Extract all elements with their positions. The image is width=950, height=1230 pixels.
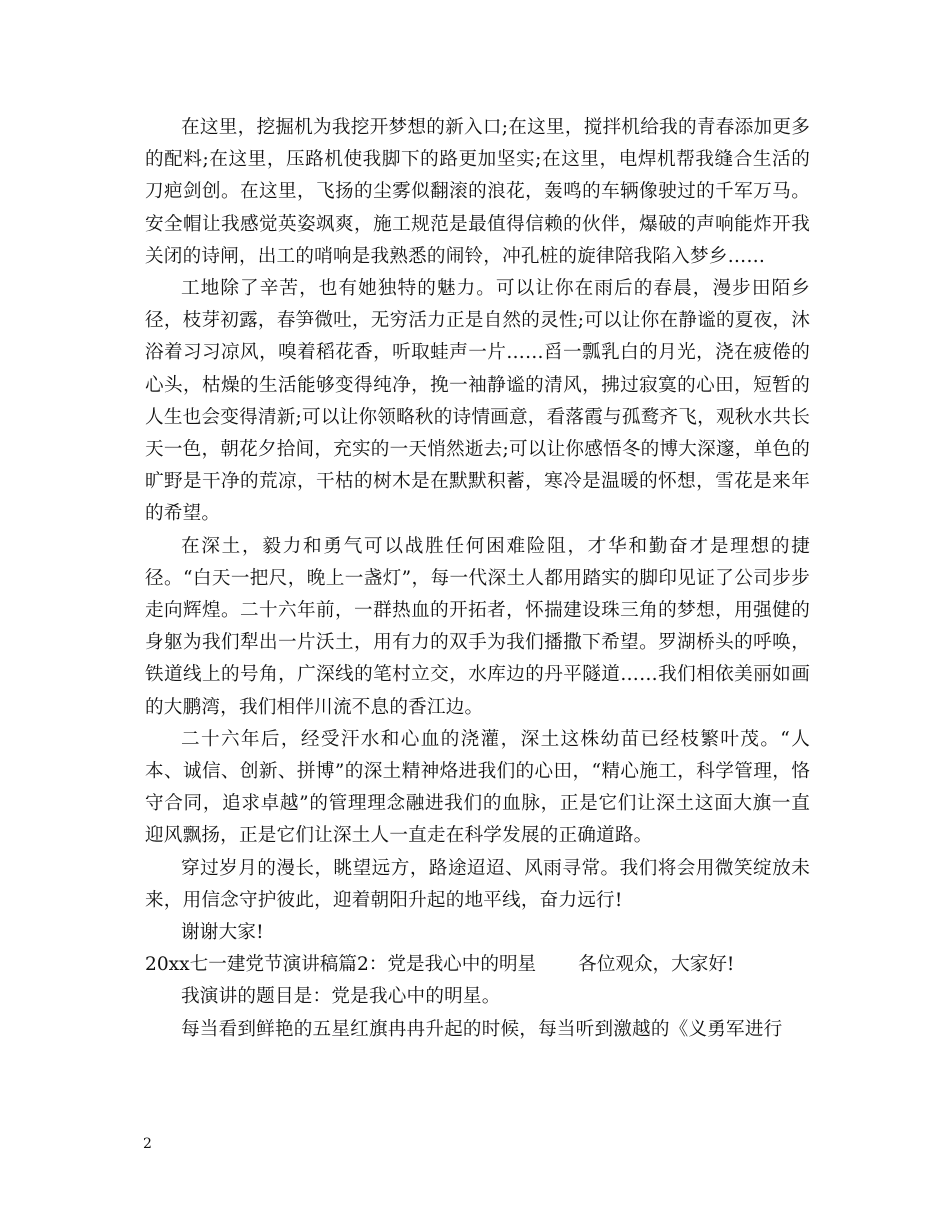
speech-title: 20xx七一建党节演讲稿篇2：党是我心中的明星 — [145, 954, 537, 976]
document-body — [145, 112, 810, 1046]
paragraph-company-spirit: 二十六年后，经受汗水和心血的浇灌，深土这株幼苗已经枝繁叶茂。“人本、诚信、创新、拼博”的深土精神烙进我们的心田，“精心施工，科学管理，恪守合同，追求卓越”的管理理念融进我们的血脉，正是它们让深土这面大旗一直迎风飘扬，正是它们让深土人一直走在科学发展的正确道路。 — [145, 728, 810, 847]
page-number: 2 — [143, 1136, 152, 1152]
paragraph-speech-topic: 我演讲的题目是：党是我心中的明星。 — [181, 986, 501, 1008]
speech-greeting: 各位观众，大家好! — [578, 954, 735, 976]
paragraph-future: 穿过岁月的漫长，眺望远方，路途迢迢、风雨寻常。我们将会用微笑绽放未来，用信念守护彼此，迎着朝阳升起的地平线，奋力远行! — [145, 857, 810, 911]
speech-heading — [145, 949, 810, 981]
paragraph-company-history: 在深土，毅力和勇气可以战胜任何困难险阻，才华和勤奋才是理想的捷径。“白天一把尺，晚上一盏灯”，每一代深土人都用踏实的脚印见证了公司步步走向辉煌。二十六年前，一群热血的开拓者，怀揣建设珠三角的梦想，用强健的身躯为我们犁出一片沃土，用有力的双手为我们播撒下希望。罗湖桥头的呼唤，铁道线上的号角，广深线的笔村立交，水库边的丹平隧道……我们相依美丽如画的大鹏湾，我们相伴川流不息的香江边。 — [145, 535, 810, 718]
paragraph-site-charm: 工地除了辛苦，也有她独特的魅力。可以让你在雨后的春晨，漫步田陌乡径，枝芽初露，春笋微吐，无穷活力正是自然的灵性;可以让你在静谧的夏夜，沐浴着习习凉风，嗅着稻花香，听取蛙声一片……舀一瓢乳白的月光，浇在疲倦的心头，枯燥的生活能够变得纯净，挽一袖静谧的清风，拂过寂寞的心田，短暂的人生也会变得清新;可以让你领略秋的诗情画意，看落霞与孤鹜齐飞，观秋水共长天一色，朝花夕拾间，充实的一天悄然逝去;可以让你感悟冬的博大深邃，单色的旷野是干净的荒凉，干枯的树木是在默默积蓄，寒冷是温暖的怀想，雪花是来年的希望。 — [145, 278, 810, 525]
paragraph-speech-opening: 每当看到鲜艳的五星红旗冉冉升起的时候，每当听到激越的《义勇军进行 — [181, 1018, 783, 1040]
paragraph-thanks: 谢谢大家! — [181, 922, 264, 944]
paragraph-construction-site: 在这里，挖掘机为我挖开梦想的新入口;在这里，搅拌机给我的青春添加更多的配料;在这里，压路机使我脚下的路更加坚实;在这里，电焊机帮我缝合生活的刀疤剑创。在这里，飞扬的尘雾似翻滚的浪花，轰鸣的车辆像驶过的千军万马。安全帽让我感觉英姿飒爽，施工规范是最值得信赖的伙伴，爆破的声响能炸开我关闭的诗闸，出工的哨响是我熟悉的闹铃，冲孔桩的旋律陪我陷入梦乡…… — [145, 117, 810, 267]
